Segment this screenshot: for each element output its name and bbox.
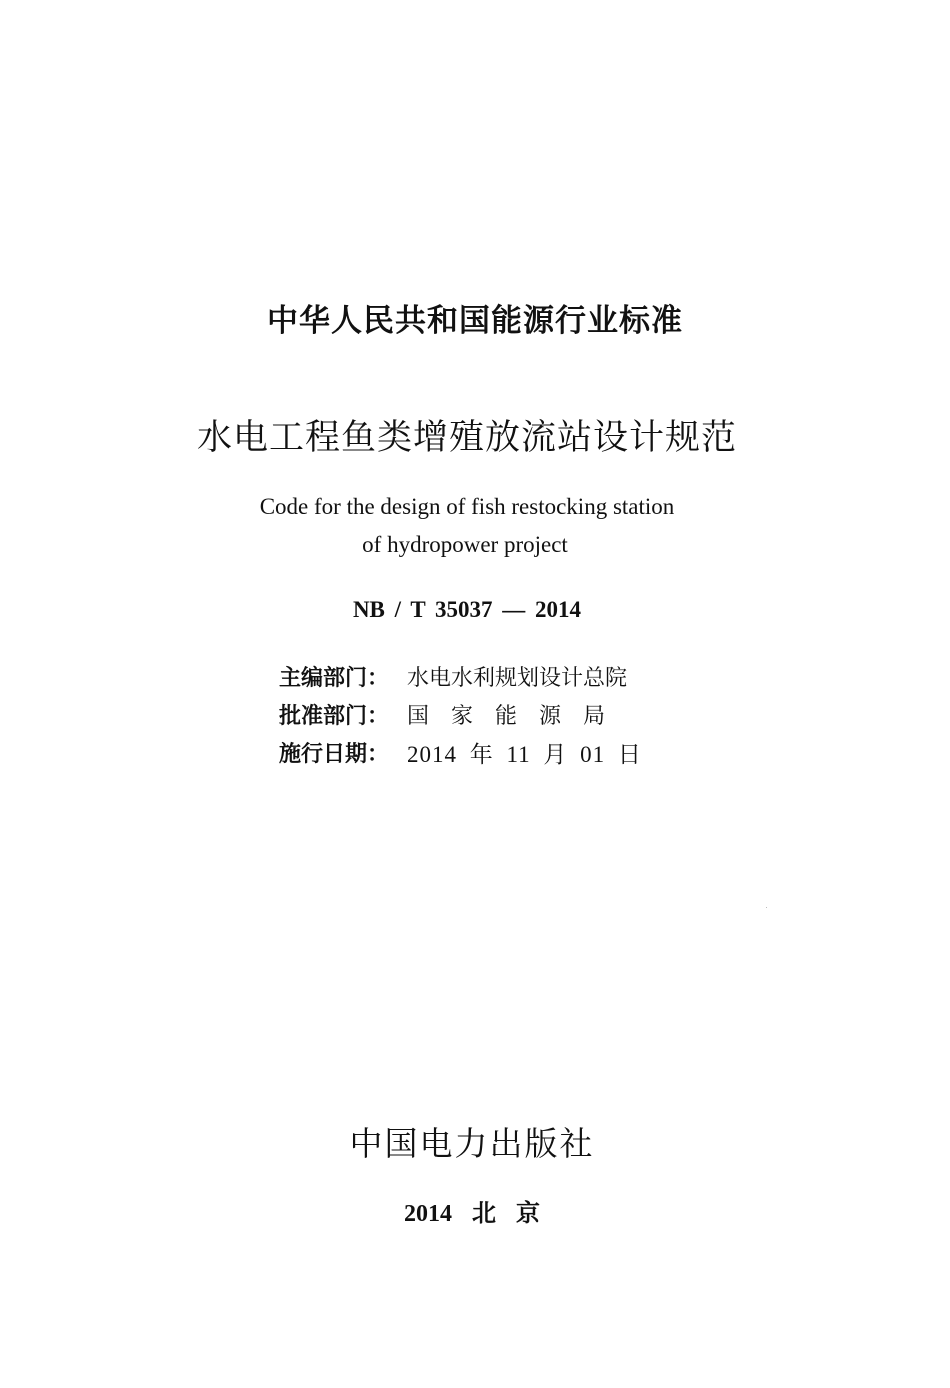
- industry-standard-heading: 中华人民共和国能源行业标准: [267, 303, 683, 339]
- approver-row: [279, 698, 642, 736]
- standard-number: NB / T 35037 — 2014: [352, 597, 582, 622]
- approver-label: 批准部门：: [279, 704, 390, 729]
- english-title-line-2: of hydropower project: [362, 532, 568, 557]
- scan-speck: [766, 907, 767, 908]
- effective-date-label: 施行日期：: [279, 742, 390, 767]
- editor-row: [279, 660, 642, 698]
- english-title-line-1: Code for the design of fish restocking station: [259, 494, 675, 519]
- effective-date-value: 2014 年 11 月 01 日: [407, 742, 642, 767]
- publication-year-place: 2014 北 京: [404, 1201, 540, 1227]
- publisher-name: 中国电力出版社: [349, 1124, 595, 1163]
- info-block: [279, 660, 642, 774]
- chinese-title: 水电工程鱼类增殖放流站设计规范: [196, 418, 737, 458]
- approver-value: 国家能源局: [407, 704, 628, 729]
- editor-label: 主编部门：: [279, 666, 390, 691]
- editor-value: 水电水利规划设计总院: [407, 666, 628, 691]
- effective-date-row: [279, 736, 642, 774]
